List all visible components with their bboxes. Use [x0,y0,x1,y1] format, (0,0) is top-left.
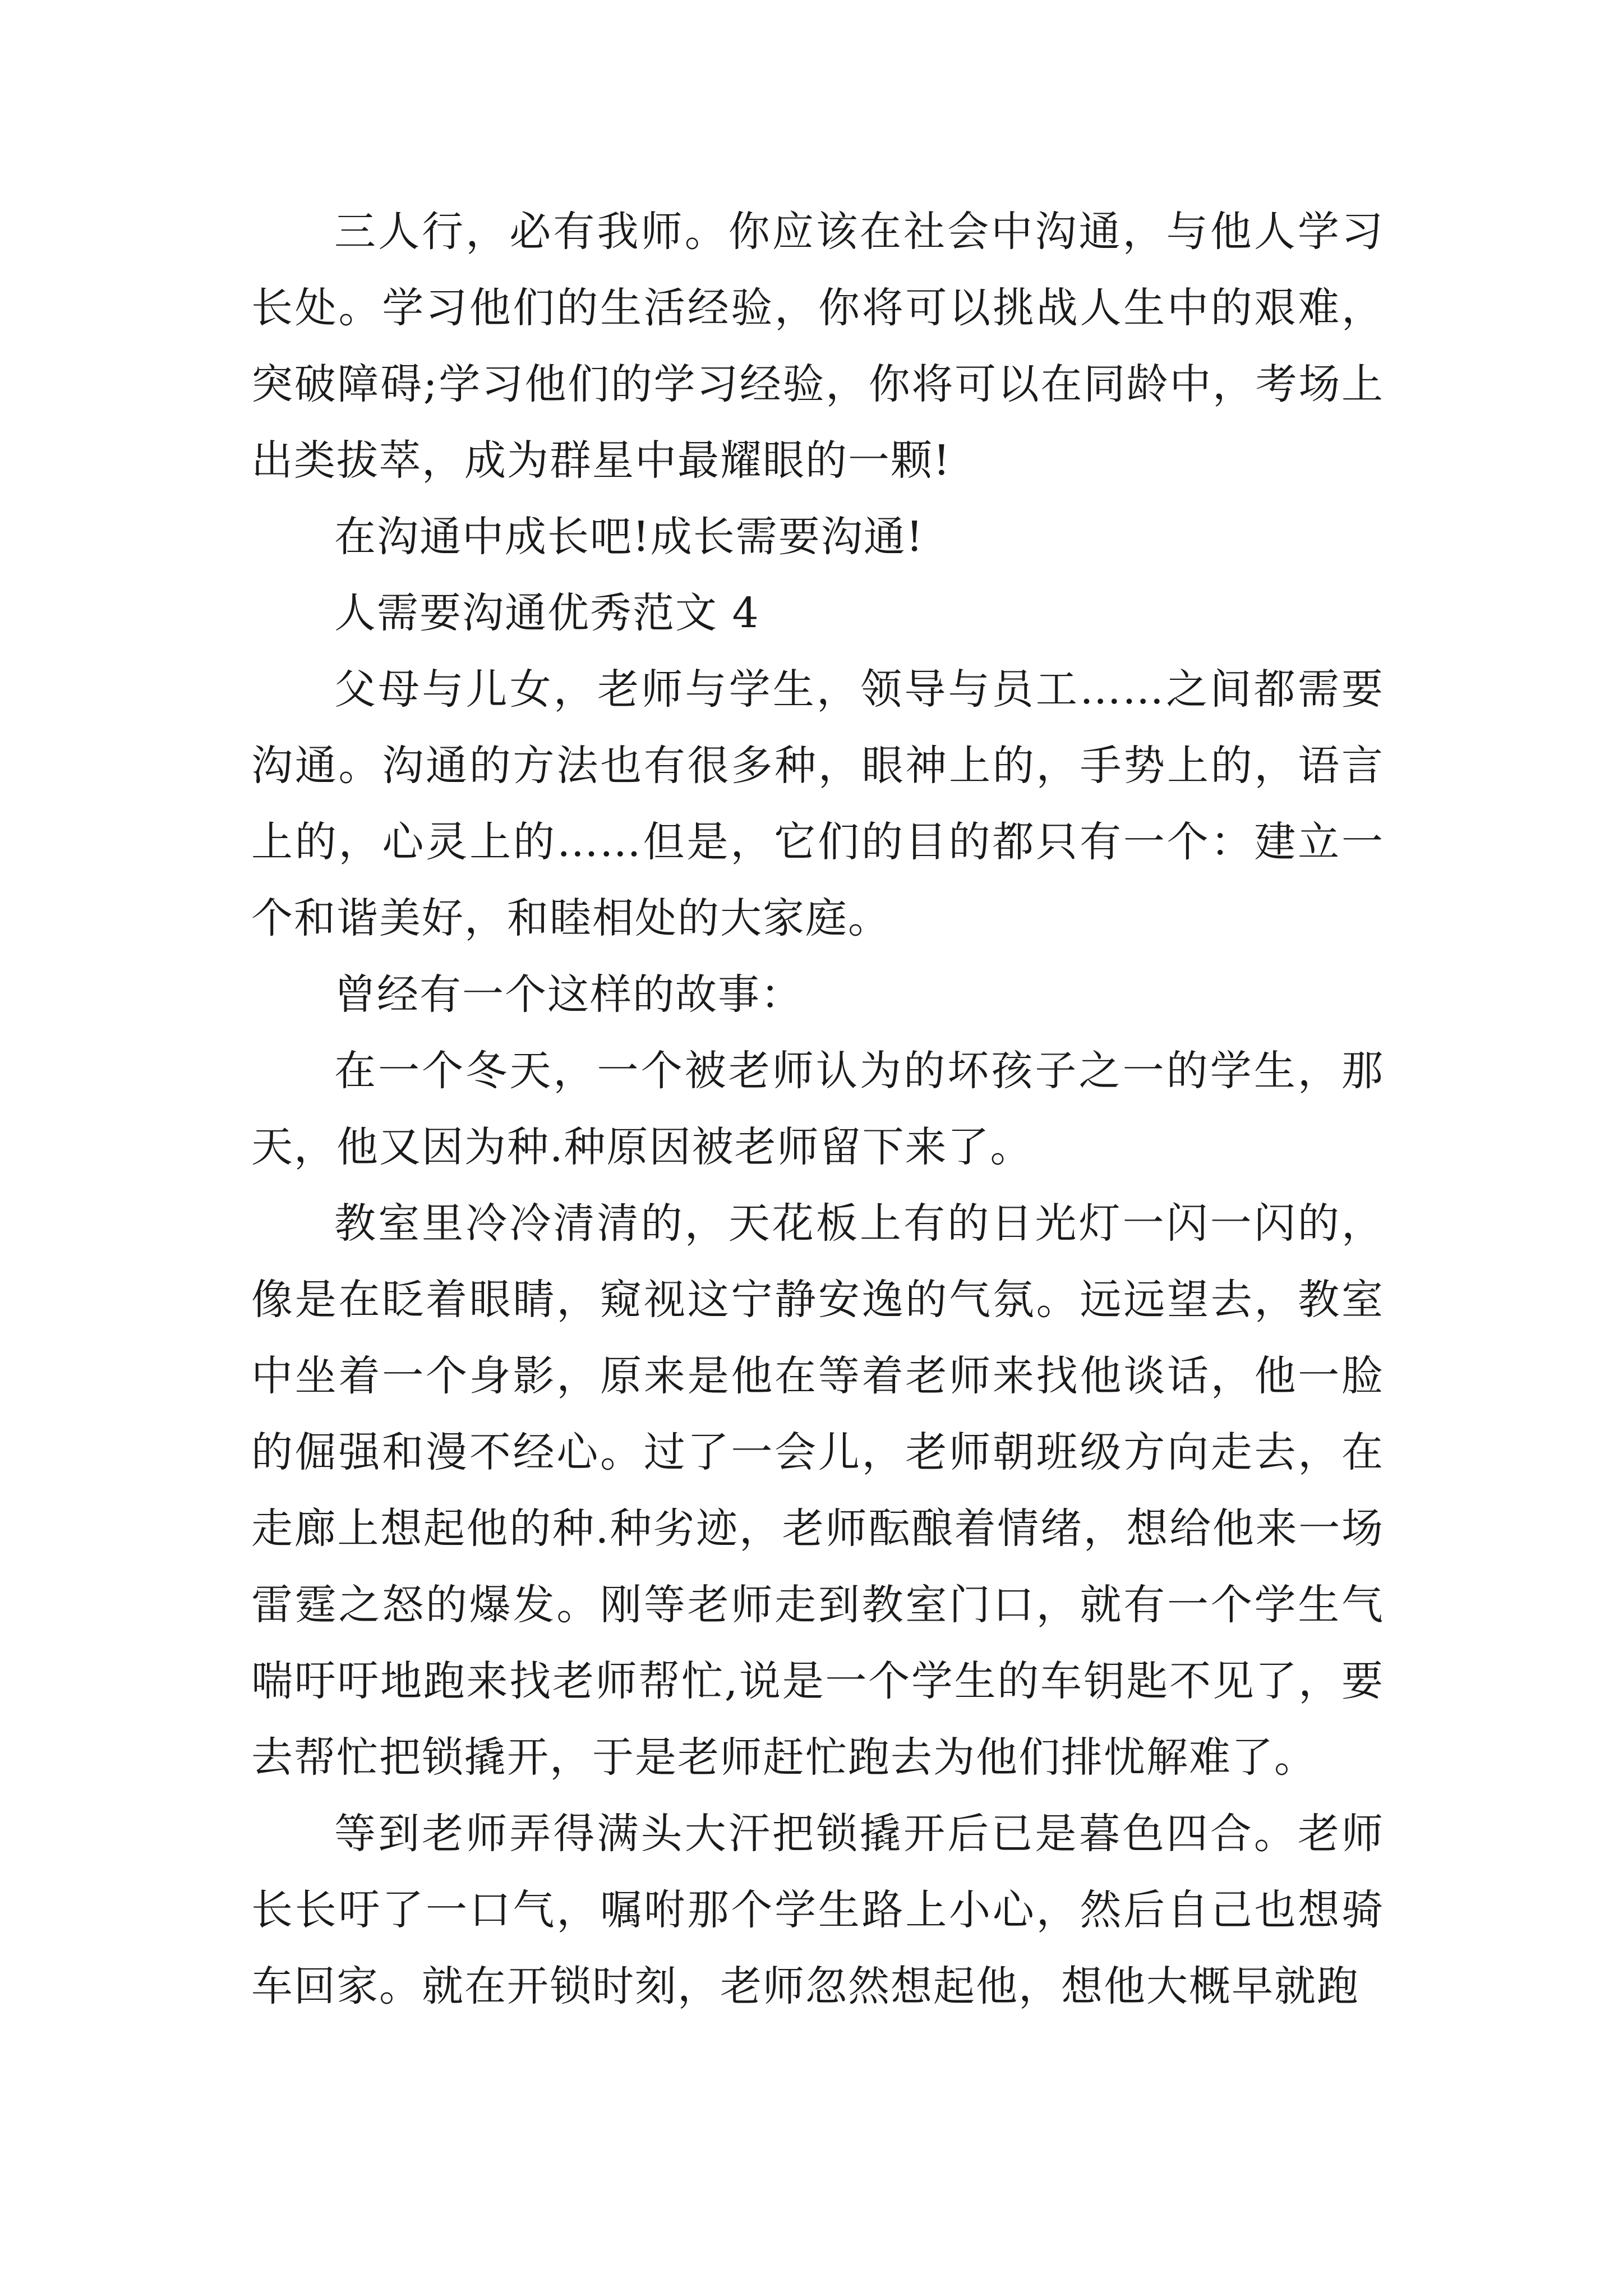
document-body [251,194,1384,2024]
section-heading: 人需要沟通优秀范文 4 [334,589,760,637]
paragraph-7: 等到老师弄得满头大汗把锁撬开后已是暮色四合。老师长长吁了一口气，嘱咐那个学生路上小心，然后自己也想骑车回家。就在开锁时刻，老师忽然想起他，想他大概早就跑 [251,1810,1384,2010]
paragraph-2: 在沟通中成长吧!成长需要沟通! [334,513,924,561]
paragraph-5: 在一个冬天，一个被老师认为的坏孩子之一的学生，那天，他又因为种.种原因被老师留下来了。 [251,1047,1384,1171]
paragraph-6: 教室里冷冷清清的，天花板上有的日光灯一闪一闪的，像是在眨着眼睛，窥视这宁静安逸的气氛。远远望去，教室中坐着一个身影，原来是他在等着老师来找他谈话，他一脸的倔强和漫不经心。过了一会儿，老师朝班级方向走去，在走廊上想起他的种.种劣迹，老师酝酿着情绪，想给他来一场雷霆之怒的爆发。刚等老师走到教室门口，就有一个学生气喘吁吁地跑来找老师帮忙,说是一个学生的车钥匙不见了，要去帮忙把锁撬开，于是老师赶忙跑去为他们排忧解难了。 [251,1199,1384,1782]
paragraph-4: 曾经有一个这样的故事： [334,970,803,1019]
paragraph-1: 三人行，必有我师。你应该在社会中沟通，与他人学习长处。学习他们的生活经验，你将可以挑战人生中的艰难，突破障碍;学习他们的学习经验，你将可以在同龄中，考场上出类拔萃，成为群星中最耀眼的一颗! [251,208,1384,485]
paragraph-3: 父母与儿女，老师与学生，领导与员工……之间都需要沟通。沟通的方法也有很多种，眼神上的，手势上的，语言上的，心灵上的……但是，它们的目的都只有一个：建立一个和谐美好，和睦相处的大家庭。 [251,665,1384,942]
